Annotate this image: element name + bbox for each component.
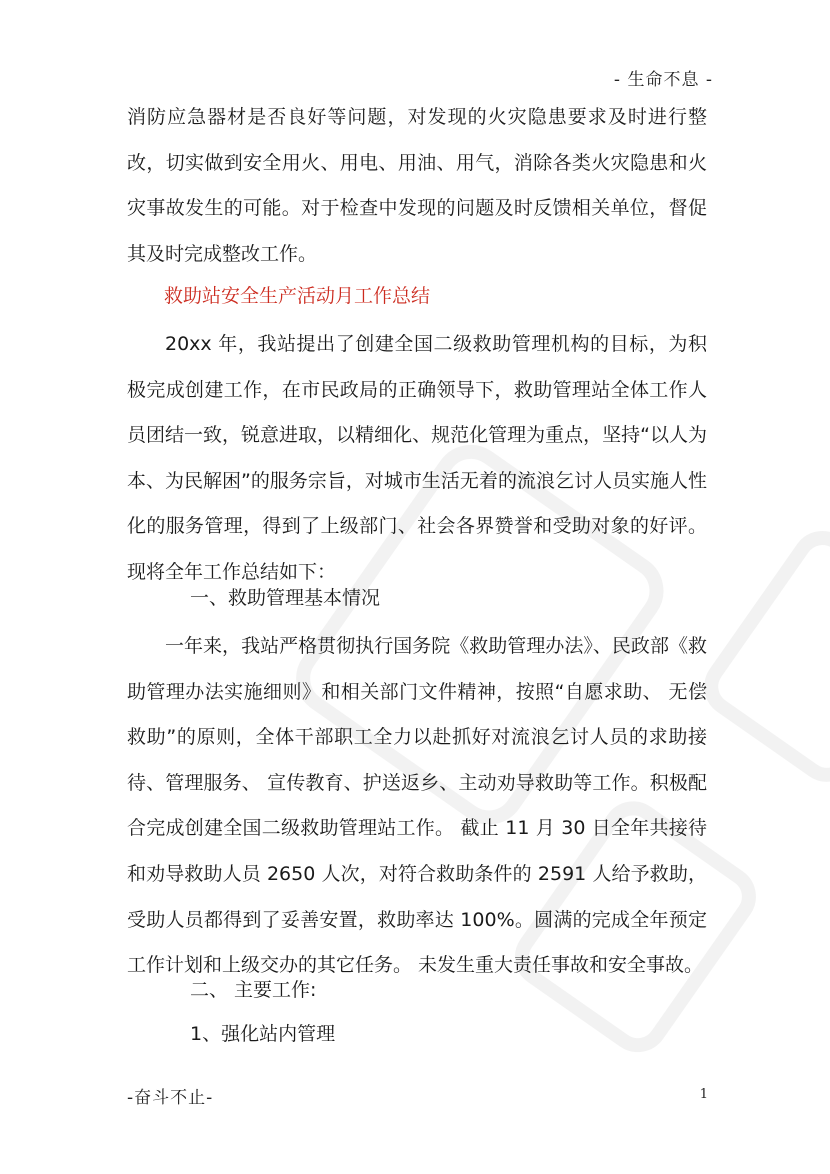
header-motto: - 生命不息 - xyxy=(613,70,713,90)
heading-main-work: 二、 主要工作: xyxy=(190,979,317,1001)
document-title: 救助站安全生产活动月工作总结 xyxy=(164,285,431,307)
paragraph-basic-situation: 一年来，我站严格贯彻执行国务院《救助管理办法》、民政部《救助管理办法实施细则》和相关部门文件精神，按照“自愿求助、 无偿救助”的原则，全体干部职工全力以赴抓好对流浪乞讨人员的求助接待、管理服务、 宣传教育、护送返乡、主动劝导救助等工作。积极配合完成创建全国二级救助管理站工作。 截止 11 月 30 日全年共接待和劝导救助人员 2650 人次，对符合救助条件的 2591 人给予救助，受助人员都得到了妥善安置，救助率达 100%。圆满的完成全年预定工作计划和上级交办的其它任务。 未发生重大责任事故和安全事故。 xyxy=(127,635,707,977)
paragraph-intro: 20xx 年，我站提出了创建全国二级救助管理机构的目标，为积极完成创建工作，在市民政局的正确领导下，救助管理站全体工作人员团结一致，锐意进取，以精细化、规范化管理为重点，坚持“以人为本、为民解困”的服务宗旨，对城市生活无着的流浪乞讨人员实施人性化的服务管理，得到了上级部门、社会各界赞誉和受助对象的好评。现将全年工作总结如下： xyxy=(127,333,707,583)
footer-motto: -奋斗不止- xyxy=(127,1088,214,1108)
paragraph-fire-safety: 消防应急器材是否良好等问题，对发现的火灾隐患要求及时进行整改，切实做到安全用火、用电、用油、用气，消除各类火灾隐患和火灾事故发生的可能。对于检查中发现的问题及时反馈相关单位，督促其及时完成整改工作。 xyxy=(127,106,707,265)
page-number: 1 xyxy=(699,1087,708,1102)
heading-internal-management: 1、强化站内管理 xyxy=(190,1023,336,1045)
heading-basic-situation: 一、救助管理基本情况 xyxy=(190,587,381,609)
